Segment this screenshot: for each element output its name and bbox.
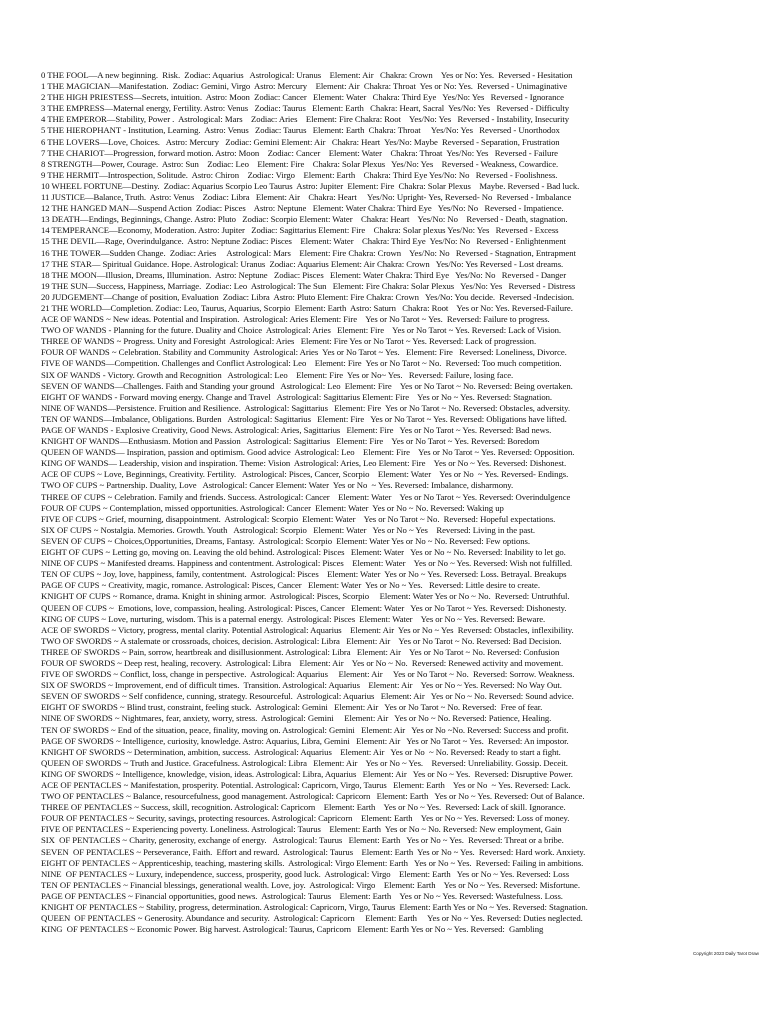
card-entry-line: 12 THE HANGED MAN—Suspend Action Zodiac: Pisces Astro: Neptune Element: Water Chakra: Third Eye Yes/No: No Reversed - Impatience. (41, 203, 564, 214)
card-entry-line: 6 THE LOVERS—Love, Choices. Astro: Mercury Zodiac: Gemini Element: Air Chakra: Heart Yes/No: Maybe Reversed - Separation, Frustration (41, 136, 560, 147)
card-entry-line: TEN OF WANDS—Imbalance, Obligations. Burden Astrological: Sagittarius Element: Fire Yes or No Tarot ~ Yes. Reversed: Obligations have lifted. (41, 413, 567, 424)
card-entry-line: TEN OF PENTACLES ~ Financial blessings, generational wealth. Love, joy. Astrological: Virgo Element: Earth Yes or No ~ Yes. Reversed: Misfortune. (41, 879, 580, 890)
card-entry-line: QUEEN OF SWORDS ~ Truth and Justice. Gracefulness. Astrological: Libra Element: Air Yes or No ~ Yes. Reversed: Unreliability. Gossip. Deceit. (41, 757, 568, 768)
card-entry-line: FOUR OF SWORDS ~ Deep rest, healing, recovery. Astrological: Libra Element: Air Yes or No ~ No. Reversed: Renewed activity and movement. (41, 657, 564, 668)
card-entry-line: 14 TEMPERANCE—Economy, Moderation. Astro: Jupiter Zodiac: Sagittarius Element: Fire Chakra: Solar plexus Yes/No: Yes Reversed - Excess (41, 225, 559, 236)
card-entry-line: QUEEN OF PENTACLES ~ Generosity. Abundance and security. Astrological: Capricorn Element: Earth Yes or No ~ Yes. Reversed: Duties neglected. (41, 913, 583, 924)
card-entry-line: SEVEN OF CUPS ~ Choices,Opportunities, Dreams, Fantasy. Astrological: Scorpio Element: Water Yes or No ~ No. Reversed: Few options. (41, 535, 530, 546)
card-entry-line: ACE OF WANDS ~ New ideas. Potential and Inspiration. Astrological: Aries Element: Fire Yes or No Tarot ~ Yes. Reversed: Failure to progress. (41, 314, 550, 325)
card-entry-line: 13 DEATH—Endings, Beginnings, Change. Astro: Pluto Zodiac: Scorpio Element: Water Chakra: Heart Yes/No: No Reversed - Death, stagnation. (41, 214, 568, 225)
card-entry-line: TWO OF CUPS ~ Partnership. Duality, Love Astrological: Cancer Element: Water Yes or No ~ Yes. Reversed: Imbalance, disharmony. (41, 480, 514, 491)
card-entry-line: SIX OF SWORDS ~ Improvement, end of difficult times. Transition. Astrological: Aquarius Element: Air Yes or No ~ Yes. Reversed: No Way Out. (41, 680, 562, 691)
card-entry-line: KING OF WANDS— Leadership, vision and inspiration. Theme: Vision Astrological: Aries, Leo Element: Fire Yes or No ~ Yes. Reversed: Dishonest. (41, 458, 567, 469)
card-entry-line: SEVEN OF PENTACLES ~ Perseverance, Faith. Effort and reward. Astrological: Taurus Element: Earth Yes or No ~ Yes. Reversed: Hard work. Anxiety. (41, 846, 586, 857)
card-entry-line: THREE OF PENTACLES ~ Success, skill, recognition. Astrological: Capricorn Element: Earth Yes or No ~ Yes. Reversed: Lack of skill. Ignorance. (41, 802, 566, 813)
card-entry-line: PAGE OF SWORDS ~ Intelligence, curiosity, knowledge. Astro: Aquarius, Libra, Gemini Element: Air Yes or No Tarot ~ Yes. Reversed: An impostor. (41, 735, 569, 746)
card-entry-line: 16 THE TOWER—Sudden Change. Zodiac: Aries Astrological: Mars Element: Fire Chakra: Crown Yes/No: No Reversed - Stagnation, Entrapment (41, 247, 576, 258)
card-entry-line: KING OF SWORDS ~ Intelligence, knowledge, vision, ideas. Astrological: Libra, Aquarius Element: Air Yes or No ~ Yes. Reversed: Disruptive Power. (41, 768, 573, 779)
card-entry-line: ACE OF SWORDS ~ Victory, progress, mental clarity. Potential Astrological: Aquarius Element: Air Yes or No ~ Yes Reversed: Obstacles, inflexibility. (41, 624, 574, 635)
card-entry-line: TEN OF CUPS ~ Joy, love, happiness, family, contentment. Astrological: Pisces Element: Water Yes or No ~ Yes. Reversed: Loss. Betrayal. Breakups (41, 569, 567, 580)
card-entry-line: FOUR OF PENTACLES ~ Security, savings, protecting resources. Astrological: Capricorn Element: Earth Yes or No ~ Yes. Reversed: Loss of money. (41, 813, 570, 824)
card-entry-line: SEVEN OF WANDS—Challenges. Faith and Standing your ground Astrological: Leo Element: Fire Yes or No Tarot ~ No. Reversed: Being overtaken. (41, 380, 573, 391)
card-entry-line: FIVE OF WANDS—Competition. Challenges and Conflict Astrological: Leo Element: Fire Yes or No Tarot ~ No. Reversed: Too much competition. (41, 358, 562, 369)
card-entry-line: 11 JUSTICE—Balance, Truth. Astro: Venus Zodiac: Libra Element: Air Chakra: Heart Yes/No: Upright- Yes, Reversed- No Reversed - Imbalance (41, 192, 572, 203)
card-entry-line: THREE OF WANDS ~ Progress. Unity and Foresight Astrological: Aries Element: Fire Yes or No Tarot ~ Yes. Reversed: Lack of progression. (41, 336, 537, 347)
card-entry-line: PAGE OF PENTACLES ~ Financial opportunities, good news. Astrological: Taurus Element: Earth Yes or No ~ Yes. Reversed: Wastefulness. Loss. (41, 890, 563, 901)
card-entry-line: 15 THE DEVIL—Rage, Overindulgance. Astro: Neptune Zodiac: Pisces Element: Water Chakra: Third Eye Yes/No: No Reversed - Enlightenment (41, 236, 566, 247)
card-entry-line: QUEEN OF CUPS ~ Emotions, love, compassion, healing. Astrological: Pisces, Cancer Element: Water Yes or No Tarot ~ Yes. Reversed: Dishonesty. (41, 602, 567, 613)
card-entry-line: 7 THE CHARIOT—Progression, forward motion. Astro: Moon Zodiac: Cancer Element: Water Chakra: Throat Yes/No: Yes Reversed - Failure (41, 147, 558, 158)
card-entry-line: KNIGHT OF SWORDS ~ Determination, ambition, success. Astrological: Aquarius Element: Air Yes or No ~ No. Reversed: Ready to start a fight. (41, 746, 561, 757)
card-entry-line: PAGE OF CUPS ~ Creativity, magic, romance. Astrological: Pisces, Cancer Element: Water Yes or No ~ Yes. Reversed: Little desire to create. (41, 580, 540, 591)
copyright-notice: Copyright 2023 Daily Tarot Draw (692, 951, 759, 956)
card-entry-line: FIVE OF CUPS ~ Grief, mourning, disappointment. Astrological: Scorpio Element: Water Yes or No Tarot ~ No. Reversed: Hopeful expectations. (41, 513, 556, 524)
card-entry-line: 19 THE SUN—Success, Happiness, Marriage. Zodiac: Leo Astrological: The Sun Element: Fire Chakra: Solar Plexus Yes/No: Yes Reversed - Distress (41, 280, 576, 291)
card-entry-line: KNIGHT OF PENTACLES ~ Stability, progress, determination. Astrological: Capricorn, Virgo, Taurus Element: Earth Yes or No ~ Yes. Reversed: Stagnation. (41, 902, 588, 913)
card-entry-line: TEN OF SWORDS ~ End of the situation, peace, finality, moving on. Astrological: Gemini Element: Air Yes or No ~No. Reversed: Success and profit. (41, 724, 569, 735)
card-entry-line: 10 WHEEL FORTUNE—Destiny. Zodiac: Aquarius Scorpio Leo Taurus Astro: Jupiter Element: Fire Chakra: Solar Plexus Maybe. Reversed - Bad luck. (41, 180, 580, 191)
card-entry-line: 4 THE EMPEROR—Stability, Power . Astrological: Mars Zodiac: Aries Element: Fire Chakra: Root Yes/No: Yes Reversed - Instability, Insecurity (41, 114, 570, 125)
card-entry-line: 1 THE MAGICIAN—Manifestation. Zodiac: Gemini, Virgo Astro: Mercury Element: Air Chakra: Throat Yes or No: Yes. Reversed - Unimaginative (41, 81, 568, 92)
card-entry-line: NINE OF WANDS—Persistence. Fruition and Resilience. Astrological: Sagittarius Element: Fire Yes or No Tarot ~ No. Reversed: Obstacles, adversity. (41, 402, 570, 413)
card-entry-line: KING OF PENTACLES ~ Economic Power. Big harvest. Astrological: Taurus, Capricorn Element: Earth Yes or No ~ Yes. Reversed: Gambling (41, 924, 544, 935)
card-entry-line: NINE OF CUPS ~ Manifested dreams. Happiness and contentment. Astrological: Pisces Element: Water Yes or No ~ Yes. Reversed: Wish not fulfilled. (41, 558, 573, 569)
card-entry-line: KNIGHT OF WANDS—Enthusiasm. Motion and Passion Astrological: Sagittarius Element: Fire Yes or No Tarot ~ Yes. Reversed: Boredom (41, 436, 540, 447)
card-entry-line: 0 THE FOOL—A new beginning. Risk. Zodiac: Aquarius Astrological: Uranus Element: Air Chakra: Crown Yes or No: Yes. Reversed - Hesitation (41, 70, 573, 80)
card-entry-line: TWO OF PENTACLES ~ Balance, resourcefulness, good management. Astrological: Capricorn Element: Earth Yes or No ~ Yes. Reversed: Out of Balance. (41, 791, 585, 802)
card-entry-line: 21 THE WORLD—Completion. Zodiac: Leo, Taurus, Aquarius, Scorpio Element: Earth Astro: Saturn Chakra: Root Yes or No: Yes. Reversed-Failure. (41, 302, 573, 313)
card-entry-line: 3 THE EMPRESS—Maternal energy, Fertility. Astro: Venus Zodiac: Taurus Element: Earth Chakra: Heart, Sacral Yes/No: Yes Reversed - Difficulty (41, 103, 570, 114)
card-entry-line: THREE OF CUPS ~ Celebration. Family and friends. Success. Astrological: Cancer Element: Water Yes or No Tarot ~ Yes. Reversed: Overindulgence (41, 491, 571, 502)
card-entry-line: PAGE OF WANDS - Explosive Creativity, Good News. Astrological: Aries, Sagittarius Element: Fire Yes or No Tarot ~ Yes. Reversed: Bad news. (41, 425, 552, 435)
card-entry-line: 8 STRENGTH—Power, Courage. Astro: Sun Zodiac: Leo Element: Fire Chakra: Solar Plexus Yes/No: Yes Reversed - Weakness, Cowardice. (41, 158, 559, 169)
card-entry-line: KING OF CUPS ~ Love, nurturing, wisdom. This is a paternal energy. Astrological: Pisces Element: Water Yes or No ~ Yes. Reversed: Beware. (41, 613, 546, 624)
card-entry-line: FOUR OF WANDS ~ Celebration. Stability and Community Astrological: Aries Yes or No Tarot ~ Yes. Element: Fire Reversed: Loneliness, Divorce. (41, 347, 567, 358)
card-entry-line: KNIGHT OF CUPS ~ Romance, drama. Knight in shining armor. Astrological: Pisces, Scorpio Element: Water Yes or No ~ No. Reversed: Untruthful. (41, 591, 570, 602)
card-entry-line: 2 THE HIGH PRIESTESS—Secrets, intuition. Astro: Moon Zodiac: Cancer Element: Water Chakra: Third Eye Yes/No: Yes Reversed - Ignorance (41, 92, 564, 103)
card-entry-line: EIGHT OF PENTACLES ~ Apprenticeship, teaching, mastering skills. Astrological: Virgo Element: Earth Yes or No ~ Yes. Reversed: Failing in ambitions. (41, 857, 584, 868)
card-entry-line: EIGHT OF CUPS ~ Letting go, moving on. Leaving the old behind. Astrological: Pisces Element: Water Yes or No ~ No. Reversed: Inability to let go. (41, 547, 566, 558)
card-entry-line: SIX OF WANDS - Victory. Growth and Recognition Astrological: Leo Element: Fire Yes or No~ Yes. Reversed: Failure, losing face. (41, 369, 514, 380)
card-entry-line: SIX OF CUPS ~ Nostalgia. Memories. Growth. Youth Astrological: Scorpio Element: Water Yes or No ~ Yes Reversed: Living in the past. (41, 524, 536, 535)
card-entry-line: FIVE OF SWORDS ~ Conflict, loss, change in perspective. Astrological: Aquarius Element: Air Yes or No Tarot ~ No. Reversed: Sorrow. Weakness. (41, 669, 575, 680)
card-entry-line: TWO OF SWORDS ~ A stalemate or crossroads, choices, decision. Astrological: Libra Element: Air Yes or No Tarot ~ No. Reversed: Bad Decision. (41, 635, 562, 646)
card-entry-line: 18 THE MOON—Illusion, Dreams, Illumination. Astro: Neptune Zodiac: Pisces Element: Water Chakra: Third Eye Yes/No: No Reversed - Danger (41, 269, 567, 280)
card-entry-line: THREE OF SWORDS ~ Pain, sorrow, heartbreak and disillusionment. Astrological: Libra Element: Air Yes or No Tarot ~ No. Reversed: Confusion (41, 646, 560, 657)
card-entry-line: SIX OF PENTACLES ~ Charity, generosity, exchange of energy. Astrological: Taurus Element: Earth Yes or No ~ Yes. Reversed: Threat or a bribe. (41, 835, 564, 846)
card-entry-line: QUEEN OF WANDS— Inspiration, passion and optimism. Good advice Astrological: Leo Element: Fire Yes or No Tarot ~ Yes. Reversed: Opposition. (41, 447, 575, 458)
card-entry-line: 20 JUDGEMENT—Change of position, Evaluation Zodiac: Libra Astro: Pluto Element: Fire Chakra: Crown Yes/No: You decide. Reversed -Indecision. (41, 291, 574, 302)
card-entry-line: EIGHT OF WANDS - Forward moving energy. Change and Travel Astrological: Sagittarius Element: Fire Yes or No ~ Yes. Reversed: Stagnation. (41, 391, 553, 402)
card-entry-line: FIVE OF PENTACLES ~ Experiencing poverty. Loneliness. Astrological: Taurus Element: Earth Yes or No ~ No. Reversed: New employment, Gain (41, 824, 562, 835)
card-entry-line: NINE OF PENTACLES ~ Luxury, independence, success, prosperity, good luck. Astrological: Virgo Element: Earth Yes or No ~ Yes. Reversed: Loss (41, 868, 570, 879)
card-entry-line: ACE OF CUPS ~ Love, Beginnings, Creativity. Fertility. Astrological: Pisces, Cancer, Scorpio Element: Water Yes or No ~ Yes. Reversed- Endings. (41, 469, 569, 480)
card-entry-line: 17 THE STAR— Spiritual Guidance. Hope. Astrological: Uranus Zodiac: Aquarius Element: Air Chakra: Crown Yes/No: Yes Reversed - Lost dreams. (41, 258, 564, 269)
card-entry-line: NINE OF SWORDS ~ Nightmares, fear, anxiety, worry, stress. Astrological: Gemini Element: Air Yes or No ~ No. Reversed: Patience, Healing. (41, 713, 552, 724)
tarot-reference-list (41, 70, 761, 935)
card-entry-line: SEVEN OF SWORDS ~ Self confidence, cunning, strategy. Resourceful. Astrological: Aquarius Element: Air Yes or No ~ No. Reversed: Sound advice. (41, 691, 574, 702)
card-entry-line: 5 THE HIEROPHANT - Institution, Learning. Astro: Venus Zodiac: Taurus Element: Earth Chakra: Throat Yes/No: Yes Reversed - Unorthodox (41, 125, 560, 136)
card-entry-line: 9 THE HERMIT—Introspection, Solitude. Astro: Chiron Zodiac: Virgo Element: Earth Chakra: Third Eye Yes/No: No Reversed - Foolishness. (41, 169, 558, 180)
card-entry-line: TWO OF WANDS - Planning for the future. Duality and Choice Astrological: Aries Element: Fire Yes or No Tarot ~ Yes. Reversed: Lack of Vision. (41, 325, 562, 336)
card-entry-line: FOUR OF CUPS ~ Contemplation, missed opportunities. Astrological: Cancer Element: Water Yes or No ~ No. Reversed: Waking up (41, 502, 504, 513)
card-entry-line: ACE OF PENTACLES ~ Manifestation, prosperity. Potential. Astrological: Capricorn, Virgo, Taurus Element: Earth Yes or No ~ Yes. Reversed: Lack. (41, 780, 571, 790)
card-entry-line: EIGHT OF SWORDS ~ Blind trust, constraint, feeling stuck. Astrological: Gemini Element: Air Yes or No Tarot ~ No. Reversed: Free of fear. (41, 702, 543, 713)
